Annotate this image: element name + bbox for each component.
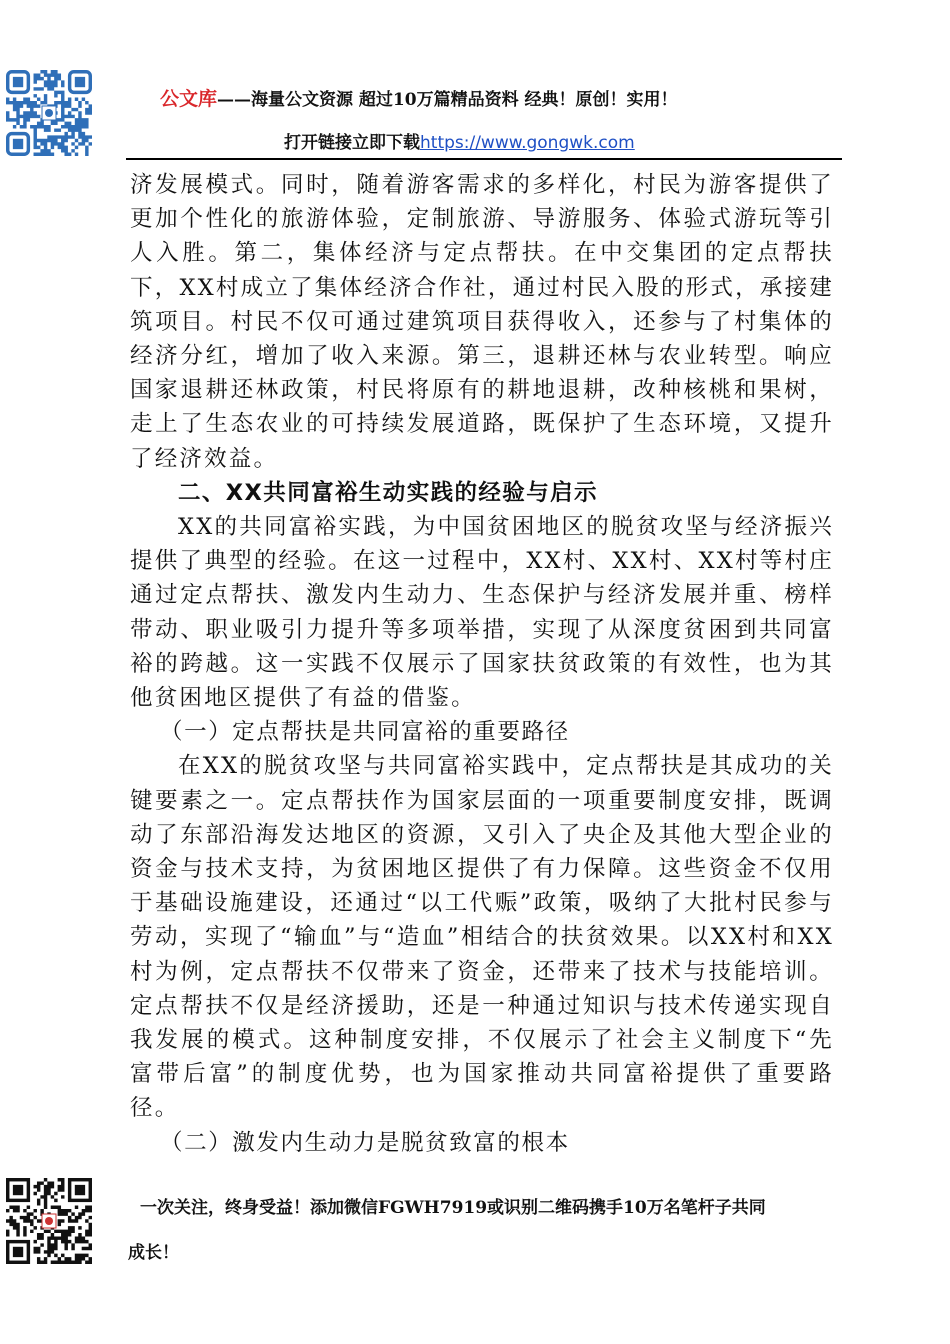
download-prefix: 打开链接立即下载 [284, 133, 420, 153]
download-line [284, 128, 635, 153]
brand-name: 公文库 [160, 88, 218, 110]
wechat-qr-code-icon [6, 1178, 92, 1264]
section-heading: 二、XX共同富裕生动实践的经验与启示 [178, 479, 598, 506]
footer-promo-cont: 成长！ [128, 1243, 179, 1263]
header-tagline: ——海量公文资源 超过10万篇精品资料 经典！原创！实用！ [217, 90, 678, 110]
subsection-heading: （一）定点帮扶是共同富裕的重要路径 [160, 719, 570, 746]
paragraph: 济发展模式。同时，随着游客需求的多样化，村民为游客提供了更加个性化的旅游体验，定制旅游、导游服务、体验式游玩等引人入胜。第二，集体经济与定点帮扶。在中交集团的定点帮扶下，XX村成立了集体经济合作社，通过村民入股的形式，承接建筑项目。村民不仅可通过建筑项目获得收入，还参与了村集体的经济分红，增加了收入来源。第三，退耕还林与农业转型。响应国家退耕还林政策，村民将原有的耕地退耕，改种核桃和果树，走上了生态农业的可持续发展道路，既保护了生态环境，又提升了经济效益。 [130, 172, 834, 472]
footer-promo: 一次关注，终身受益！添加微信FGWH7919或识别二维码携手10万名笔杆子共同 [140, 1198, 766, 1218]
paragraph: 在XX的脱贫攻坚与共同富裕实践中，定点帮扶是其成功的关键要素之一。定点帮扶作为国家层面的一项重要制度安排，既调动了东部沿海发达地区的资源，又引入了央企及其他大型企业的资金与技术支持，为贫困地区提供了有力保障。这些资金不仅用于基础设施建设，还通过“以工代赈”政策，吸纳了大批村民参与劳动，实现了“输血”与“造血”相结合的扶贫效果。以XX村和XX村为例，定点帮扶不仅带来了资金，还带来了技术与技能培训。定点帮扶不仅是经济援助，还是一种通过知识与技术传递实现自我发展的模式。这种制度安排，不仅展示了社会主义制度下“先富带后富”的制度优势，也为国家推动共同富裕提供了重要路径。 [130, 753, 834, 1122]
download-link[interactable]: https://www.gongwk.com [420, 133, 635, 153]
header-banner [160, 84, 678, 111]
subsection-heading: （二）激发内生动力是脱贫致富的根本 [160, 1129, 570, 1156]
header-divider [126, 158, 842, 160]
document-body [130, 168, 834, 1160]
paragraph: XX的共同富裕实践，为中国贫困地区的脱贫攻坚与经济振兴提供了典型的经验。在这一过程中，XX村、XX村、XX村等村庄通过定点帮扶、激发内生动力、生态保护与经济发展并重、榜样带动、职业吸引力提升等多项举措，实现了从深度贫困到共同富裕的跨越。这一实践不仅展示了国家扶贫政策的有效性，也为其他贫困地区提供了有益的借鉴。 [130, 514, 834, 712]
qr-code-icon [6, 70, 92, 158]
